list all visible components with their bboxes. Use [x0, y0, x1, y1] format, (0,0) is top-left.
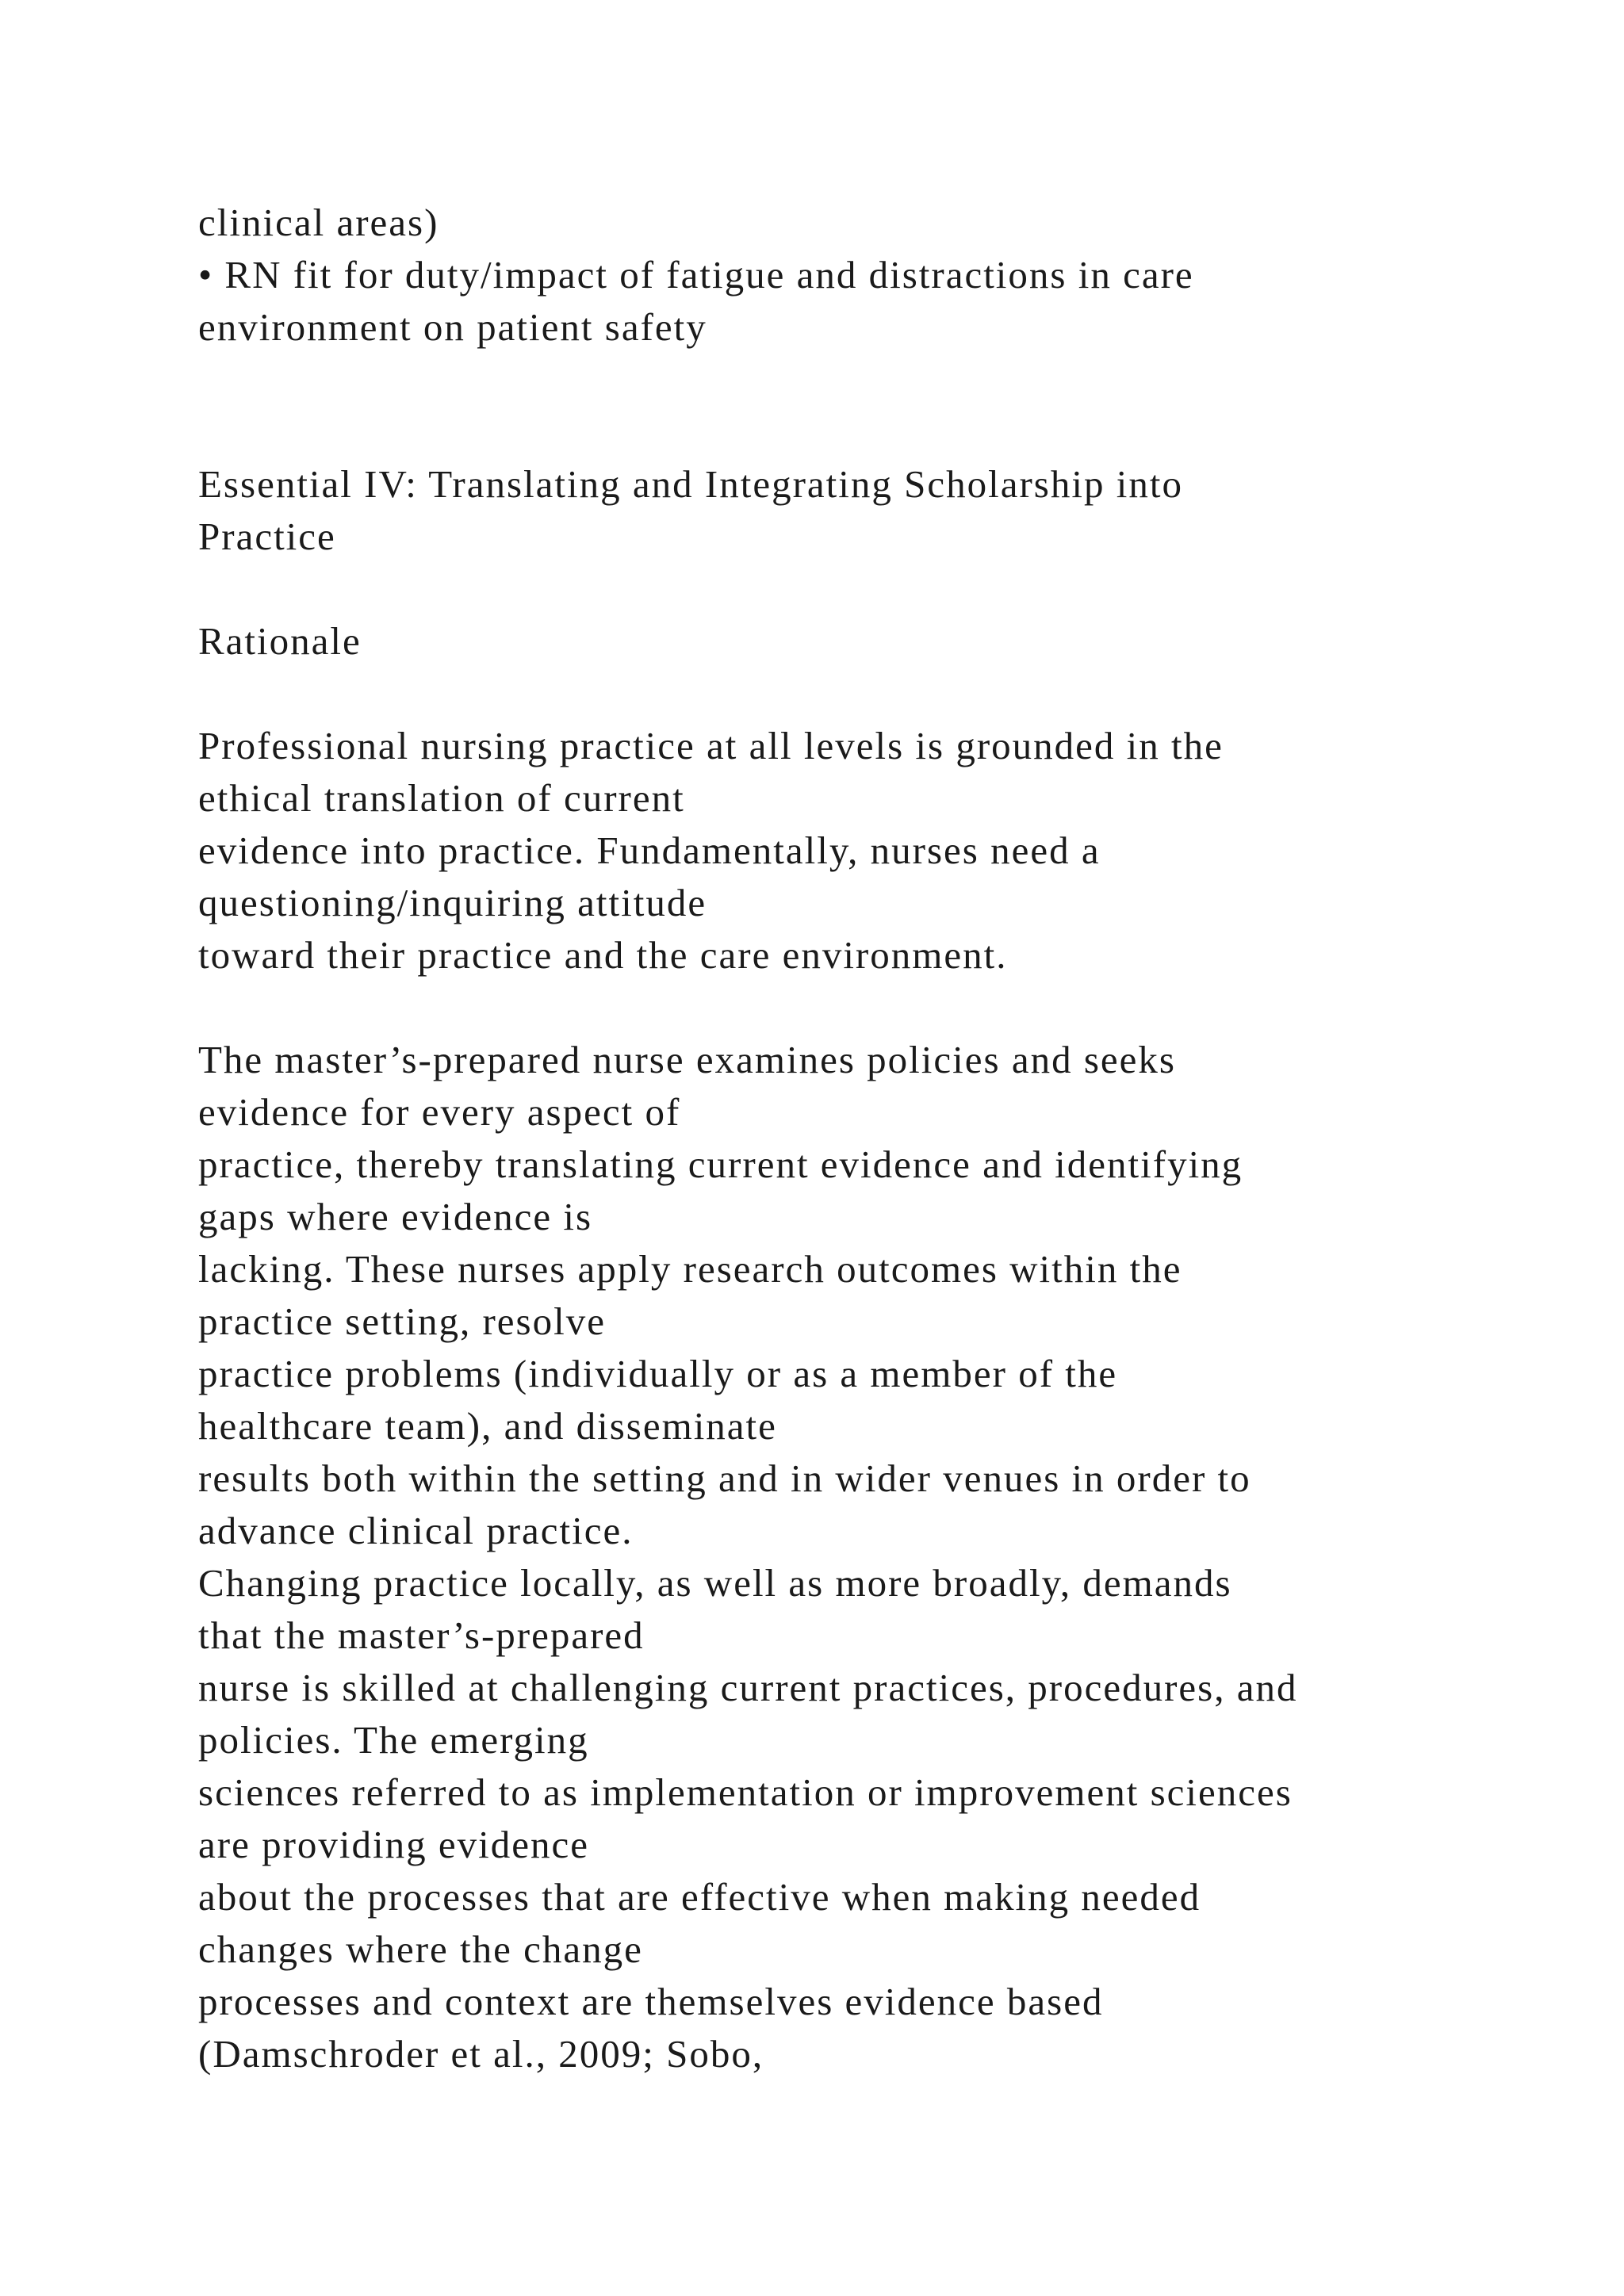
- text-line: Professional nursing practice at all levels is grounded in the: [198, 724, 1224, 767]
- text-line: environment on patient safety: [198, 305, 707, 349]
- text-line: results both within the setting and in wider venues in order to: [198, 1456, 1251, 1500]
- text-line: that the master’s-prepared: [198, 1613, 645, 1657]
- blank-line: [198, 406, 1562, 458]
- text-line: policies. The emerging: [198, 1718, 589, 1762]
- text-line: (Damschroder et al., 2009; Sobo,: [198, 2032, 764, 2076]
- text-line: practice problems (individually or as a member of the: [198, 1352, 1118, 1395]
- text-line: practice setting, resolve: [198, 1299, 606, 1343]
- document-page: [198, 197, 1562, 2080]
- text-line: about the processes that are effective when making needed: [198, 1875, 1201, 1919]
- text-line: changes where the change: [198, 1927, 643, 1971]
- text-line: clinical areas): [198, 201, 439, 244]
- text-line: advance clinical practice.: [198, 1509, 634, 1552]
- text-line: Essential IV: Translating and Integrating Scholarship into: [198, 462, 1183, 506]
- text-line: nurse is skilled at challenging current practices, procedures, and: [198, 1666, 1298, 1709]
- text-line: • RN fit for duty/impact of fatigue and distractions in care: [198, 253, 1194, 297]
- blank-line: [198, 982, 1562, 1034]
- text-line: sciences referred to as implementation or improvement sciences: [198, 1770, 1293, 1814]
- text-line: Rationale: [198, 619, 362, 663]
- text-line: Changing practice locally, as well as more broadly, demands: [198, 1561, 1232, 1605]
- text-line: practice, thereby translating current evidence and identifying: [198, 1142, 1243, 1186]
- text-line: The master’s-prepared nurse examines policies and seeks: [198, 1038, 1176, 1081]
- text-line: questioning/inquiring attitude: [198, 881, 707, 924]
- text-line: gaps where evidence is: [198, 1195, 593, 1238]
- text-line: are providing evidence: [198, 1823, 589, 1866]
- blank-line: [198, 668, 1562, 720]
- blank-line: [198, 354, 1562, 406]
- text-line: evidence for every aspect of: [198, 1090, 681, 1134]
- text-line: Practice: [198, 515, 336, 558]
- text-line: healthcare team), and disseminate: [198, 1404, 777, 1448]
- text-line: evidence into practice. Fundamentally, nurses need a: [198, 828, 1101, 872]
- text-line: ethical translation of current: [198, 776, 685, 820]
- text-line: toward their practice and the care environment.: [198, 933, 1008, 977]
- text-line: processes and context are themselves evidence based: [198, 1980, 1104, 2023]
- text-line: lacking. These nurses apply research outcomes within the: [198, 1247, 1182, 1291]
- blank-line: [198, 563, 1562, 615]
